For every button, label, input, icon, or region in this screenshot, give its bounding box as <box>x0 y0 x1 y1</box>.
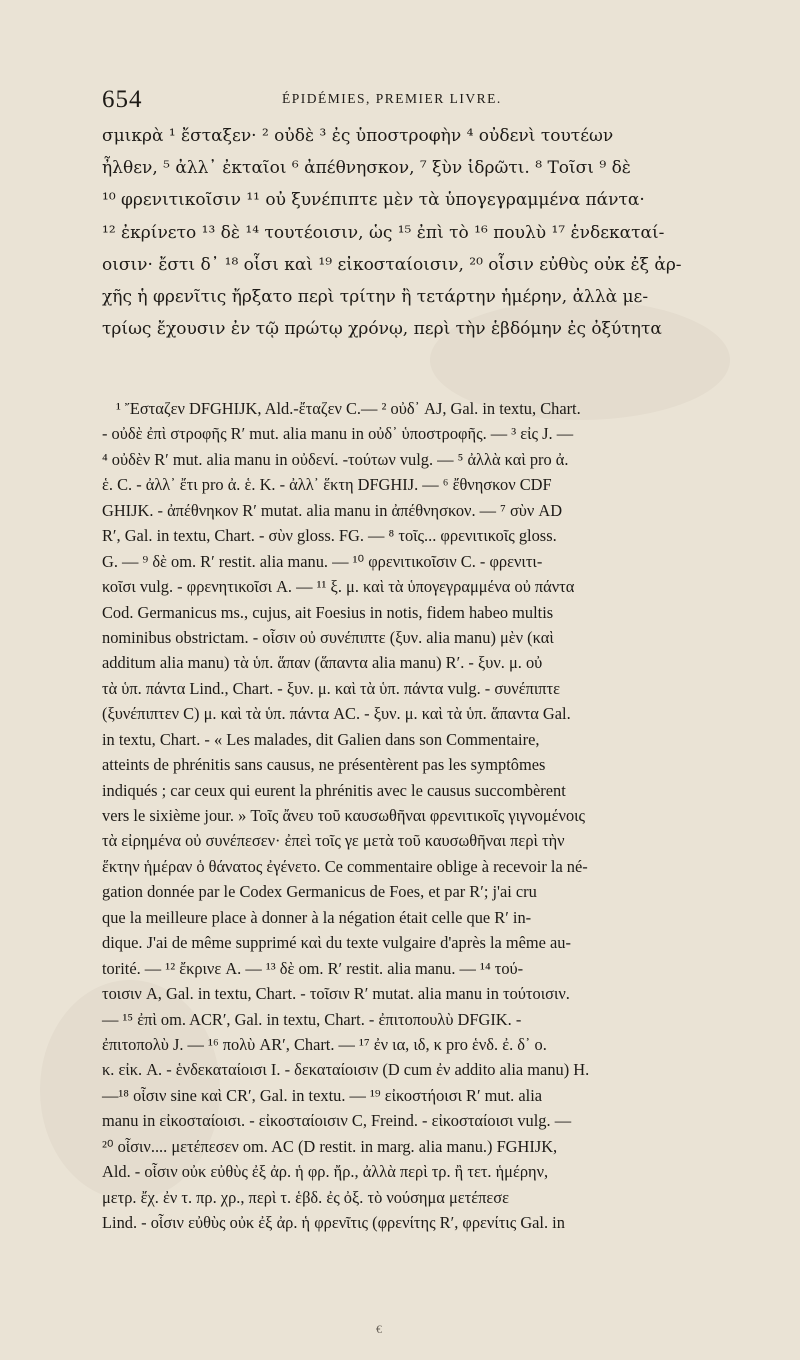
footnote-line: κοῖσι vulg. - φρενητικοῖσι A. — ¹¹ ξ. μ. καὶ τὰ ὑπογεγραμμένα οὐ πάντα <box>102 577 575 597</box>
footnote-line: nominibus obstrictam. - οἷσιν οὐ συνέπιπτε (ξυν. alia manu) μὲν (καὶ <box>102 627 554 647</box>
footnote-line: torité. — ¹² ἔκρινε A. — ¹³ δὲ om. R′ restit. alia manu. — ¹⁴ τού- <box>102 958 524 978</box>
footnote-line: Lind. - οἷσιν εὐθὺς οὐκ ἐξ ἀρ. ἡ φρενῖτις (φρενίτης R′, φρενίτις Gal. in <box>102 1213 565 1232</box>
footnote-line: τὰ εἰρημένα οὐ συνέπεσεν· ἐπεὶ τοῖς γε μετὰ τοῦ καυσωθῆναι περὶ τὴν <box>102 831 565 851</box>
footnote-line: dique. J'ai de même supprimé καὶ du texte vulgaire d'après la même au- <box>102 933 571 953</box>
footnote-line: G. — ⁹ δὲ om. R′ restit. alia manu. — ¹⁰ φρενιτικοῖσιν C. - φρενιτι- <box>102 551 543 571</box>
footnote-line: GHIJK. - ἀπέθνηκον R′ mutat. alia manu in ἀπέθνησκον. — ⁷ σὺν AD <box>102 500 563 520</box>
footnote-line: R′, Gal. in textu, Chart. - σὺν gloss. FG. — ⁸ τοῖς... φρενιτικοῖς gloss. <box>102 526 557 546</box>
page-number: 654 <box>102 86 143 113</box>
main-greek-text <box>102 120 752 345</box>
footnote-line: — ¹⁵ ἐπὶ om. ACR′, Gal. in textu, Chart. - ἐπιτοπουλὺ DFGIK. - <box>102 1009 522 1029</box>
footnote-line: manu in εἰκοσταίοισι. - εἰκοσταίοισιν C, Freind. - εἰκοσταίοισι vulg. — <box>102 1111 572 1131</box>
footnote-line: μετρ. ἔχ. ἐν τ. πρ. χρ., περὶ τ. ἑβδ. ἐς ὀξ. τὸ νούσημα μετέπεσε <box>102 1187 509 1207</box>
footnote-line: ¹ Ἔσταζεν DFGHIJK, Ald.-ἔταζεν C.— ² οὐδ᾽ AJ, Gal. in textu, Chart. <box>116 399 581 418</box>
main-text-line: σμικρὰ ¹ ἔσταξεν· ² οὐδὲ ³ ἐς ὑποστροφὴν ⁴ οὐδενὶ τουτέων <box>102 126 614 146</box>
footnote-line: ἐπιτοπολὺ J. — ¹⁶ πολὺ AR′, Chart. — ¹⁷ ἐν ια, ιδ, κ pro ἑνδ. ἐ. δ᾽ ο. <box>102 1034 547 1054</box>
footnote-line: gation donnée par le Codex Germanicus de Foes, et par R′; j'ai cru <box>102 882 537 902</box>
footnote-line: ἑ. C. - ἀλλ᾽ ἔτι pro ἀ. ἑ. K. - ἀλλ᾽ ἕκτη DFGHIJ. — ⁶ ἔθνησκον CDF <box>102 475 552 495</box>
footnote-line: ἕκτην ἡμέραν ὁ θάνατος ἐγένετο. Ce commentaire oblige à recevoir la né- <box>102 856 588 876</box>
main-text-line: χῆς ἡ φρενῖτις ἤρξατο περὶ τρίτην ἢ τετάρτην ἡμέρην, ἀλλὰ με- <box>102 286 649 307</box>
footnote-line: Cod. Germanicus ms., cujus, ait Foesius in notis, fidem habeo multis <box>102 602 554 622</box>
main-text-line: ¹⁰ φρενιτικοῖσιν ¹¹ οὐ ξυνέπιπτε μὲν τὰ ὑπογεγραμμένα πάντα· <box>102 190 645 211</box>
footnote-line: —¹⁸ οἷσιν sine καὶ CR′, Gal. in textu. — ¹⁹ εἰκοστήοισι R′ mut. alia <box>102 1085 543 1105</box>
footnote-line: (ξυνέπιπτεν C) μ. καὶ τὰ ὑπ. πάντα AC. - ξυν. μ. καὶ τὰ ὑπ. ἅπαντα Gal. <box>102 704 571 724</box>
footnote-line: ²⁰ οἷσιν.... μετέπεσεν om. AC (D restit. in marg. alia manu.) FGHIJK, <box>102 1136 558 1156</box>
footnote-line: indiqués ; car ceux qui eurent la phrénitis avec le causus succombèrent <box>102 780 566 800</box>
page-header <box>102 86 747 114</box>
footnote-line: τὰ ὑπ. πάντα Lind., Chart. - ξυν. μ. καὶ τὰ ὑπ. πάντα vulg. - συνέπιπτε <box>102 678 561 698</box>
footer-mark: € <box>376 1322 382 1336</box>
footnote-line: in textu, Chart. - « Les malades, dit Galien dans son Commentaire, <box>102 729 540 749</box>
footnote-line: κ. εἰκ. A. - ἑνδεκαταίοισι I. - δεκαταίοισιν (D cum ἐν addito alia manu) H. <box>102 1060 590 1080</box>
main-text-line: ¹² ἐκρίνετο ¹³ δὲ ¹⁴ τουτέοισιν, ὡς ¹⁵ ἐπὶ τὸ ¹⁶ πουλὺ ¹⁷ ἑνδεκαταί- <box>102 222 665 243</box>
running-title: ÉPIDÉMIES, PREMIER LIVRE. <box>282 91 502 106</box>
footnote-line: - οὐδὲ ἐπὶ στροφῆς R′ mut. alia manu in οὐδ᾽ ὑποστροφῆς. — ³ εἰς J. — <box>102 424 574 444</box>
footnote-line: Ald. - οἷσιν οὐκ εὐθὺς ἐξ ἀρ. ἡ φρ. ἤρ., ἀλλὰ περὶ τρ. ἢ τετ. ἡμέρην, <box>102 1162 549 1182</box>
footnote-line: ⁴ οὐδὲν R′ mut. alia manu in οὐδενί. -τούτων vulg. — ⁵ ἀλλὰ καὶ pro ἀ. <box>102 449 569 469</box>
main-text-line: τρίως ἔχουσιν ἐν τῷ πρώτῳ χρόνῳ, περὶ τὴν ἑβδόμην ἐς ὀξύτητα <box>102 319 662 340</box>
footnote-line: additum alia manu) τὰ ὑπ. ἅπαν (ἅπαντα alia manu) R′. - ξυν. μ. οὐ <box>102 653 543 673</box>
main-text-line: ἦλθεν, ⁵ ἀλλ᾽ ἐκταῖοι ⁶ ἀπέθνησκον, ⁷ ξὺν ἱδρῶτι. ⁸ Τοῖσι ⁹ δὲ <box>102 158 631 179</box>
footnote-line: que la meilleure place à donner à la négation était celle que R′ in- <box>102 907 532 927</box>
footnote-line: τοισιν A, Gal. in textu, Chart. - τοῖσιν R′ mutat. alia manu in τούτοισιν. <box>102 984 570 1004</box>
main-text-line: οισιν· ἔστι δ᾽ ¹⁸ οἷσι καὶ ¹⁹ εἰκοσταίοισιν, ²⁰ οἷσιν εὐθὺς οὐκ ἐξ ἀρ- <box>102 254 682 275</box>
footnotes-block <box>102 396 752 1235</box>
footnote-line: atteints de phrénitis sans causus, ne présentèrent pas les symptômes <box>102 755 546 775</box>
footnote-line: vers le sixième jour. » Τοῖς ἄνευ τοῦ καυσωθῆναι φρενιτικοῖς γιγνομένοις <box>102 806 586 825</box>
